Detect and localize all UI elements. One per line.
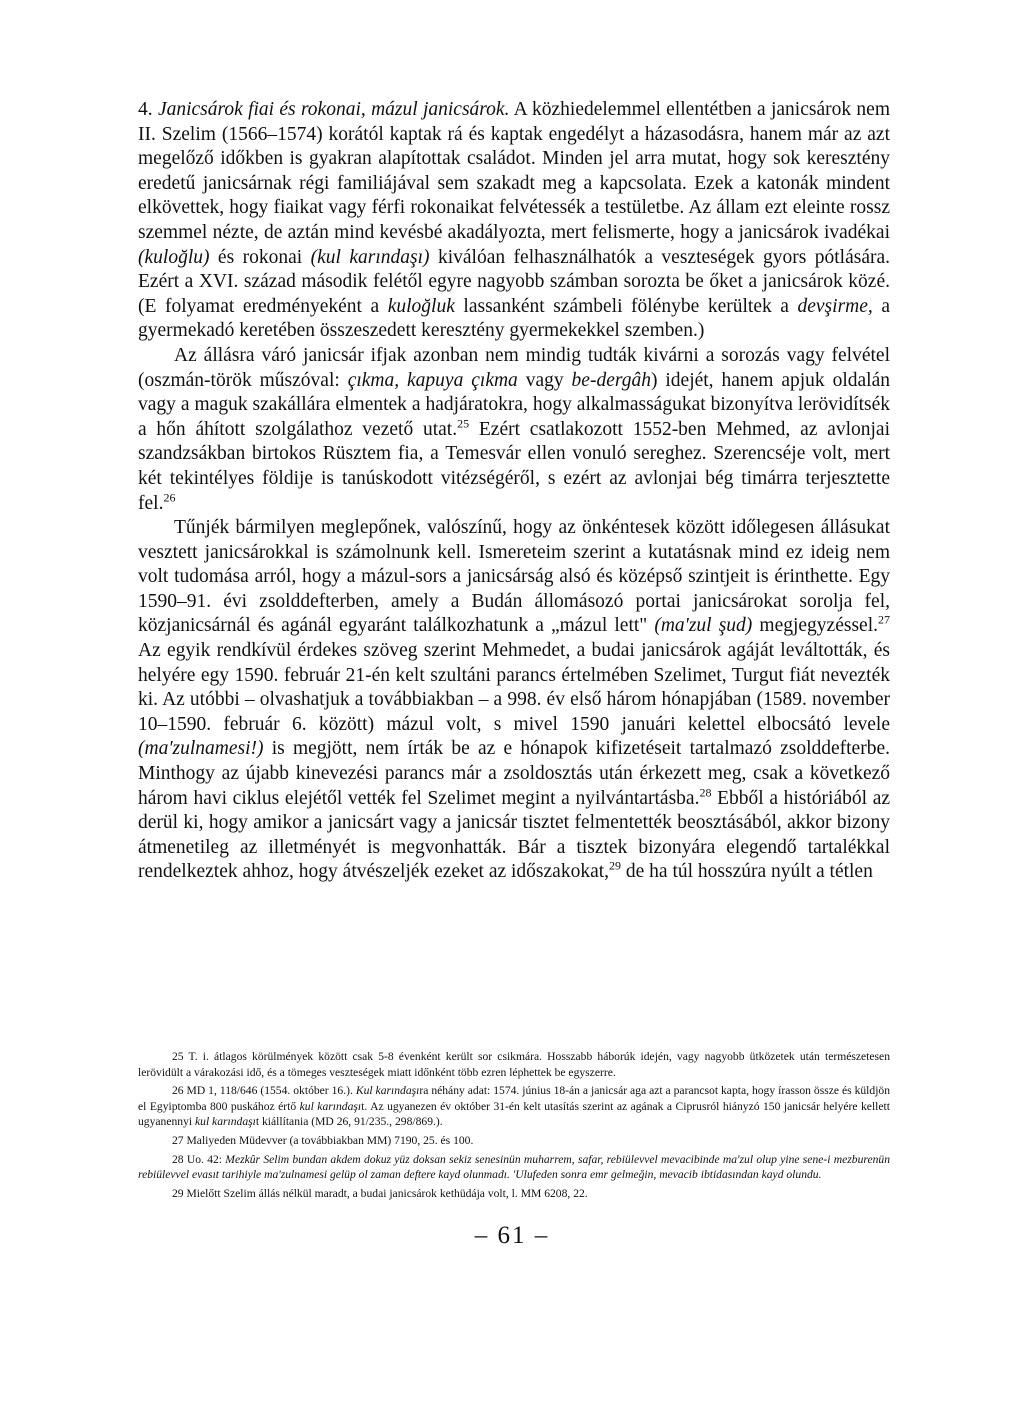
paragraph-text-run: ) idejét, hanem apjuk oldalán vagy a maguk szakállára elmentek a hadjáratokra, hogy alkalmasságukat bizonyítva lerövidítsék a hőn áhított szolgálathoz vezető utat. bbox=[138, 369, 890, 440]
paragraph-footnote-ref: 28 bbox=[699, 785, 712, 800]
paragraph-text-run: vagy bbox=[517, 369, 572, 391]
footnote-26 bbox=[138, 1083, 890, 1130]
footnote-text-run: 25 T. i. átlagos körülmények között csak 5-8 évenként került sor csikmára. Hosszabb háborúk idején, vagy nagyobb ütközetek után természetesen lerövidült a várakozási idő, és a tömeges veszteségek miatt időnként több ezren léphettek be egyszerre. bbox=[138, 1050, 890, 1079]
paragraph-text-run: Az egyik rendkívül érdekes szöveg szerint Mehmedet, a budai janicsárok agáját leváltották, és helyére egy 1590. február 21-én kelt szultáni parancs értelmében Szelimet, Turgut fiát nevezték ki. Az utóbbi – olvashatjuk a továbbiakban – a 998. év első három hónapjában (1589. november 10–1590. február 6. között) mázul volt, s mivel 1590 januári kelettel elbocsátó levele bbox=[138, 640, 890, 735]
footnote-italic-term: kul karındaşı bbox=[299, 1099, 362, 1113]
paragraph-italic-term: (ma'zulnamesi!) bbox=[138, 738, 264, 760]
paragraph-text-run: 4. bbox=[138, 99, 158, 120]
paragraph-italic-term: Janicsárok fiai és rokonai, mázul janicsárok. bbox=[157, 99, 510, 120]
footnote-text-run: t kiállítania (MD 26, 91/235., 298/869.). bbox=[255, 1115, 443, 1129]
paragraph-text-run: A közhiedelemmel ellentétben a janicsárok nem II. Szelim (1566–1574) korától kaptak rá és kaptak engedélyt a házasodásra, hanem már az azt megelőző időkben is gyakran alapítottak családot. Minden jel arra mutat, hogy sok keresztény eredetű janicsárnak régi familiájával sem szakadt meg a kapcsolata. Ezek a katonák mindent elkövettek, hogy fiaikat vagy férfi rokonaikat felvétessék a testületbe. Az állam ezt eleinte rossz szemmel nézte, de aztán mind kevésbé akadályozta, mert felismerte, hogy a janicsárok ivadékai bbox=[138, 99, 891, 243]
paragraph-text-run: Az állásra váró janicsár ifjak azonban nem mindig tudták kivárni a sorozás vagy felvétel (oszmán-török műszóval: bbox=[138, 344, 890, 391]
paragraph-footnote-ref: 27 bbox=[878, 612, 890, 627]
footnotes bbox=[138, 1049, 890, 1201]
paragraph-3 bbox=[138, 516, 890, 885]
footnote-28 bbox=[138, 1152, 890, 1183]
paragraph-footnote-ref: 26 bbox=[163, 490, 176, 504]
page-number: – 61 – bbox=[474, 1222, 550, 1249]
paragraph-footnote-ref: 25 bbox=[457, 416, 470, 431]
footnote-25 bbox=[138, 1049, 890, 1080]
footnote-text-run: ra néhány adat: 1574. június 18-án a janicsár aga azt a parancsot kapta, hogy írasson össze és küldjön el Egyiptomba 800 puskához értő bbox=[138, 1084, 891, 1113]
body-text bbox=[138, 98, 890, 885]
paragraph-text-run: lassanként számbeli fölénybe kerültek a bbox=[454, 295, 798, 317]
paragraph-italic-term: (ma'zul şud) bbox=[654, 615, 753, 637]
paragraph-text-run: Ezért csatlakozott 1552-ben Mehmed, az avlonjai szandzsákban birtokos Rüsztem fia, a Temesvár ellen vonuló sereghez. Szerencséje volt, mert két tekintélyes földije is tanúskodott vitézségéről, s ezért az avlonjai bég timárra terjesztette fel. bbox=[138, 418, 890, 514]
paragraph-text-run: is megjött, nem írták be az e hónapok kifizetéseit tartalmazó zsolddefterbe. Minthogy az újabb kinevezési parancs már a zsoldosztás után érkezett meg, csak a következő három havi ciklus elejétől vették fel Szelimet megint a nyilvántartásba. bbox=[138, 738, 890, 809]
paragraph-text-run: Ebből a históriából az derül ki, hogy amikor a janicsárt vagy a janicsár tisztet felmentették beosztásából, akkor bizony átmenetileg az illetményét is megvonhatták. Bár a tisztek bizonyára elegendő tartalékkal rendelkeztek ahhoz, hogy átvészeljék ezeket az időszakokat, bbox=[138, 787, 891, 883]
paragraph-italic-term: kuloğluk bbox=[387, 295, 455, 317]
footnote-italic-term: Mezkûr Selim bundan akdem dokuz yüz doksan sekiz senesinün muharrem, safar, rebiülevvel mevacibinde ma'zul olup yine sene-i mezburenün rebiülevvel evasıt tarihiyle ma'zulnamesi gelüp ol zaman deftere kayd olunmadı. 'Ulufeden sonra emr gelmeğin, mevacib ibtidasından kayd olundu. bbox=[138, 1152, 890, 1182]
paragraph-text-run: kiválóan felhasználhatók a veszteségek gyors pótlására. Ezért a XVI. század második felétől egyre nagyobb számban sorozta be őket a janicsárok közé. (E folyamat eredményeként a bbox=[138, 246, 891, 317]
paragraph-italic-term: devşirme, bbox=[797, 295, 873, 317]
paragraph-italic-term: (kuloğlu) bbox=[138, 246, 210, 268]
paragraph-text-run: de ha túl hosszúra nyúlt a tétlen bbox=[621, 861, 873, 883]
footnote-text-run: 28 Uo. 42: bbox=[172, 1152, 226, 1166]
paragraph-text-run: a gyermekadó keretében összeszedett keresztény gyermekekkel szemben.) bbox=[138, 295, 890, 342]
paragraph-footnote-ref: 29 bbox=[609, 858, 622, 873]
footnote-italic-term: kul karındaşı bbox=[195, 1115, 256, 1129]
paragraph-text-run: megjegyzéssel. bbox=[752, 615, 878, 637]
paragraph-italic-term: çıkma, kapuya çıkma bbox=[347, 369, 518, 391]
footnote-text-run: 29 Mielőtt Szelim állás nélkül maradt, a budai janicsárok kethüdája volt, l. MM 6208, 22. bbox=[172, 1186, 588, 1200]
footnote-text-run: t. Az ugyanezen év október 31-én kelt utasítás szerint az agának a Ciprusról hiányzó 150 janicsár helyére kellett ugyanennyi bbox=[138, 1099, 890, 1129]
footnote-text-run: 27 Maliyeden Müdevver (a továbbiakban MM) 7190, 25. és 100. bbox=[172, 1133, 474, 1147]
paragraph-text-run: és rokonai bbox=[209, 246, 311, 268]
paragraph-text-run: Tűnjék bármilyen meglepőnek, valószínű, hogy az önkéntesek között időlegesen állásukat vesztett janicsárokkal is számolnunk kell. Ismereteim szerint a kutatásnak mind ez ideig nem volt tudomása arról, hogy a mázul-sors a janicsárság alsó és középső szintjeit is érinthette. Egy 1590–91. évi zsolddefterben, amely a Budán állomásozó portai janicsárokat sorolja fel, közjanicsárnál és agánál egyaránt találkozhatunk a „mázul lett" bbox=[138, 517, 890, 637]
paragraph-italic-term: be-dergâh bbox=[571, 369, 651, 391]
paragraph-italic-term: (kul karındaşı) bbox=[310, 246, 430, 268]
footnote-text-run: 26 MD 1, 118/646 (1554. október 16.). bbox=[172, 1084, 356, 1098]
footnote-italic-term: Kul karındaşı bbox=[355, 1084, 420, 1098]
paragraph-1 bbox=[138, 98, 890, 344]
footnote-27 bbox=[138, 1133, 890, 1149]
footnote-29 bbox=[138, 1186, 890, 1202]
paragraph-2 bbox=[138, 344, 890, 516]
